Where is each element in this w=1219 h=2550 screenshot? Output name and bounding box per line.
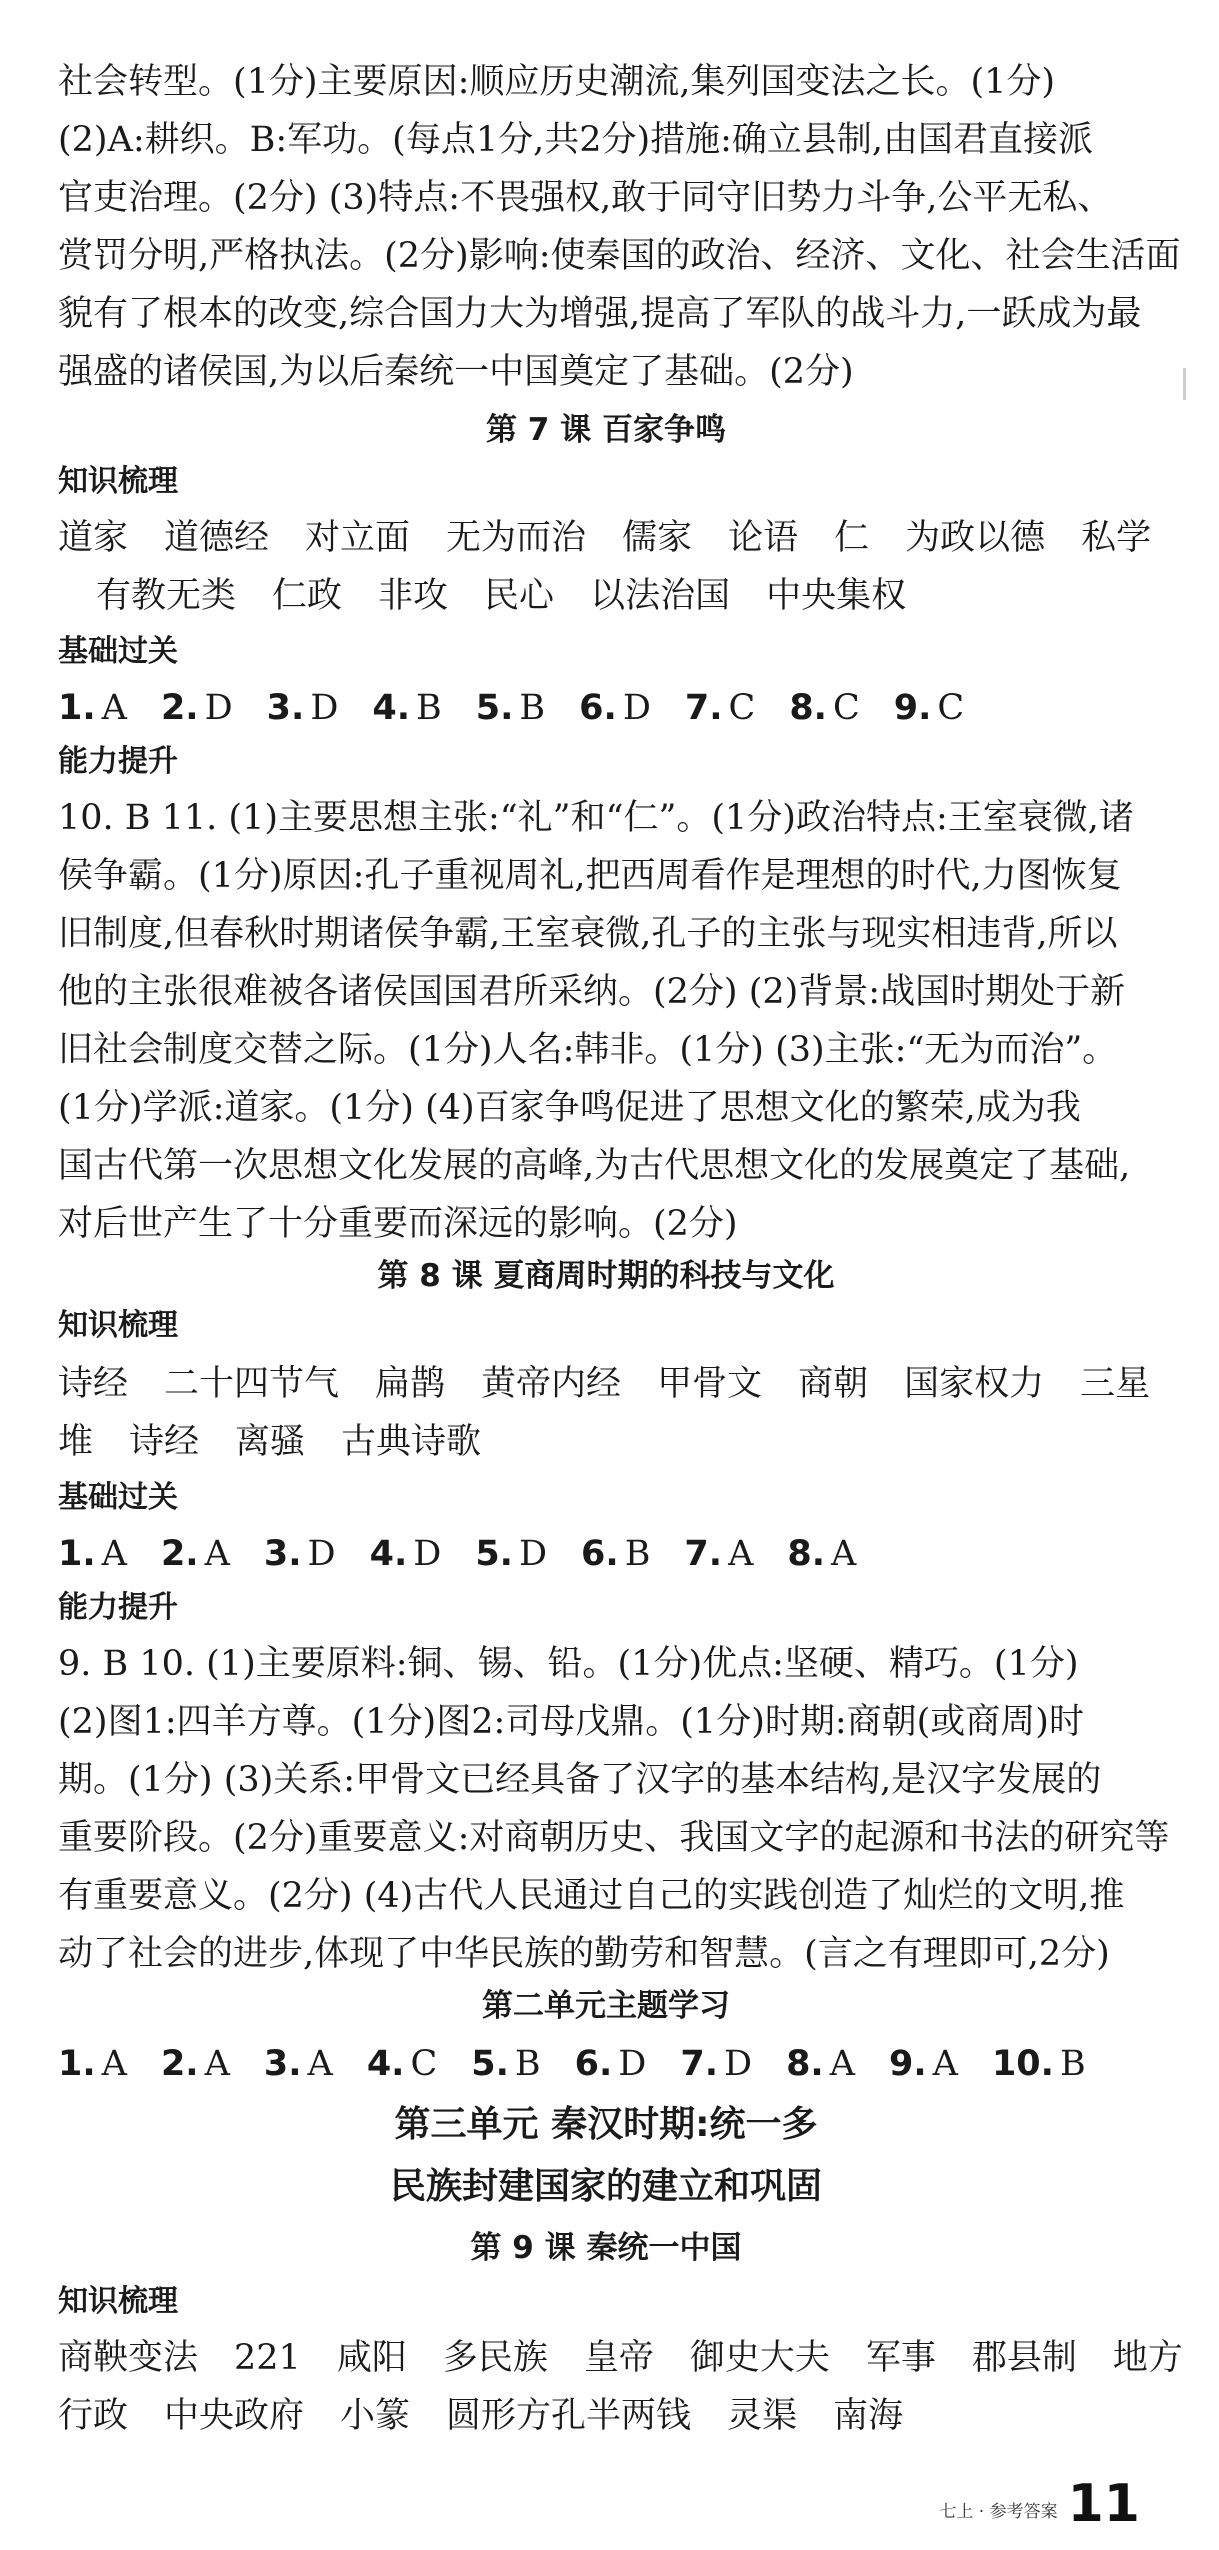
keyword: 地方 (1112, 2338, 1183, 2378)
answer-item: 8. C (789, 688, 860, 728)
answer-item: 7. A (684, 1534, 754, 1574)
lesson9-knowledge-heading: 知识梳理 (58, 2284, 178, 2319)
intro-line: 赏罚分明,严格执法。(2分)影响:使秦国的政治、经济、文化、社会生活面 (58, 236, 1181, 276)
lesson8-knowledge-heading: 知识梳理 (58, 1308, 178, 1343)
keyword: 221 (234, 2338, 301, 2378)
answer-item: 7. D (680, 2044, 753, 2084)
lesson8-ability-line: 重要阶段。(2分)重要意义:对商朝历史、我国文字的起源和书法的研究等 (58, 1818, 1170, 1858)
unit2-review-title: 第二单元主题学习 (482, 1988, 730, 2024)
keyword: 圆形方孔半两钱 (446, 2396, 692, 2436)
answer-item: 7. C (684, 688, 756, 728)
answer-item: 3. A (263, 2044, 333, 2084)
lesson7-ability-heading: 能力提升 (58, 744, 178, 779)
answer-item: 3. D (266, 688, 339, 728)
answer-item: 1. A (58, 1534, 127, 1574)
answer-item: 6. D (574, 2044, 647, 2084)
keyword: 二十四节气 (164, 1364, 340, 1404)
keyword: 行政 (58, 2396, 129, 2436)
answer-item: 5. B (475, 688, 546, 728)
keyword: 堆 (58, 1422, 94, 1462)
answer-item: 8. A (786, 2044, 856, 2084)
keyword: 中央集权 (766, 576, 907, 616)
answer-item: 5. B (471, 2044, 541, 2084)
intro-line: 社会转型。(1分)主要原因:顺应历史潮流,集列国变法之长。(1分) (58, 62, 1056, 102)
lesson7-title: 第 7 课 百家争鸣 (486, 412, 726, 448)
answer-item: 6. D (579, 688, 651, 728)
lesson8-ability-line: (2)图1:四羊方尊。(1分)图2:司母戊鼎。(1分)时期:商朝(或商周)时 (58, 1702, 1084, 1742)
intro-line: 强盛的诸侯国,为以后秦统一中国奠定了基础。(2分) (58, 352, 854, 392)
lesson7-ability-line: 对后世产生了十分重要而深远的影响。(2分) (58, 1204, 738, 1244)
unit3-title-line1: 第三单元 秦汉时期:统一多 (394, 2104, 818, 2145)
answer-item: 9. C (893, 688, 965, 728)
keyword: 甲骨文 (657, 1364, 763, 1404)
keyword: 郡县制 (971, 2338, 1077, 2378)
keyword: 商朝 (798, 1364, 869, 1404)
answer-item: 4. C (366, 2044, 438, 2084)
keyword: 非攻 (378, 576, 449, 616)
lesson8-title: 第 8 课 夏商周时期的科技与文化 (377, 1258, 835, 1294)
page-footer (939, 2476, 1140, 2532)
lesson8-ability-line: 动了社会的进步,体现了中华民族的勤劳和智慧。(言之有理即可,2分) (58, 1934, 1110, 1974)
answer-item: 3. D (263, 1534, 336, 1574)
lesson8-ability-line: 有重要意义。(2分) (4)古代人民通过自己的实践创造了灿烂的文明,推 (58, 1876, 1125, 1916)
lesson7-knowledge-row (96, 572, 1140, 620)
keyword: 仁政 (272, 576, 343, 616)
answer-item: 2. A (160, 1534, 230, 1574)
lesson7-basic-answers (58, 684, 1140, 732)
keyword: 黄帝内经 (481, 1364, 622, 1404)
answer-item: 1. A (58, 2044, 127, 2084)
page-edge-mark (1183, 368, 1186, 400)
lesson8-basic-heading: 基础过关 (58, 1480, 178, 1515)
keyword: 为政以德 (905, 518, 1046, 558)
keyword: 儒家 (622, 518, 693, 558)
keyword: 皇帝 (583, 2338, 654, 2378)
keyword: 三星 (1080, 1364, 1151, 1404)
keyword: 御史大夫 (689, 2338, 830, 2378)
keyword: 道家 (58, 518, 129, 558)
answer-item: 5. D (475, 1534, 548, 1574)
lesson7-ability-line: 旧社会制度交替之际。(1分)人名:韩非。(1分) (3)主张:“无为而治”。 (58, 1030, 1118, 1070)
lesson7-ability-line: 旧制度,但春秋时期诸侯争霸,王室衰微,孔子的主张与现实相违背,所以 (58, 914, 1118, 954)
keyword: 古典诗歌 (341, 1422, 482, 1462)
lesson7-ability-line: 国古代第一次思想文化发展的高峰,为古代思想文化的发展奠定了基础, (58, 1146, 1131, 1186)
intro-line: (2)A:耕织。B:军功。(每点1分,共2分)措施:确立县制,由国君直接派 (58, 120, 1094, 160)
keyword: 私学 (1081, 518, 1152, 558)
keyword: 诗经 (58, 1364, 129, 1404)
keyword: 国家权力 (904, 1364, 1045, 1404)
lesson7-basic-heading: 基础过关 (58, 634, 178, 669)
keyword: 仁 (834, 518, 870, 558)
keyword: 小篆 (340, 2396, 411, 2436)
answer-item: 4. D (369, 1534, 442, 1574)
lesson8-ability-line: 9. B 10. (1)主要原料:铜、锡、铅。(1分)优点:坚硬、精巧。(1分) (58, 1644, 1079, 1684)
lesson8-knowledge-row (58, 1418, 1140, 1466)
intro-line: 官吏治理。(2分) (3)特点:不畏强权,敢于同守旧势力斗争,公平无私、 (58, 178, 1113, 218)
lesson7-ability-line: 侯争霸。(1分)原因:孔子重视周礼,把西周看作是理想的时代,力图恢复 (58, 856, 1122, 896)
keyword: 扁鹊 (375, 1364, 446, 1404)
answer-item: 1. A (58, 688, 127, 728)
keyword: 无为而治 (446, 518, 587, 558)
keyword: 民心 (484, 576, 555, 616)
lesson8-basic-answers (58, 1530, 1140, 1578)
unit3-title-line2: 民族封建国家的建立和巩固 (389, 2166, 822, 2207)
lesson8-ability-heading: 能力提升 (58, 1590, 178, 1625)
lesson8-knowledge-row (58, 1360, 1151, 1408)
keyword: 军事 (865, 2338, 936, 2378)
lesson7-ability-line: 他的主张很难被各诸侯国国君所采纳。(2分) (2)背景:战国时期处于新 (58, 972, 1126, 1012)
lesson9-title: 第 9 课 秦统一中国 (470, 2230, 742, 2266)
unit2-review-answers (58, 2040, 1140, 2088)
answer-item: 2. D (160, 688, 233, 728)
keyword: 商鞅变法 (58, 2338, 199, 2378)
page-number: 11 (1067, 2474, 1140, 2534)
answer-item: 10. B (991, 2044, 1086, 2084)
answer-item: 2. A (160, 2044, 230, 2084)
lesson7-knowledge-heading: 知识梳理 (58, 464, 178, 499)
keyword: 灵渠 (727, 2396, 798, 2436)
intro-line: 貌有了根本的改变,综合国力大为增强,提高了军队的战斗力,一跃成为最 (58, 294, 1142, 334)
answer-item: 8. A (787, 1534, 857, 1574)
keyword: 诗经 (129, 1422, 200, 1462)
keyword: 咸阳 (336, 2338, 407, 2378)
keyword: 多民族 (442, 2338, 548, 2378)
keyword: 离骚 (235, 1422, 306, 1462)
keyword: 论语 (728, 518, 799, 558)
keyword: 道德经 (164, 518, 270, 558)
answer-item: 4. B (372, 688, 442, 728)
keyword: 南海 (833, 2396, 904, 2436)
answer-item: 9. A (889, 2044, 958, 2084)
lesson8-ability-line: 期。(1分) (3)关系:甲骨文已经具备了汉字的基本结构,是汉字发展的 (58, 1760, 1102, 1800)
keyword: 有教无类 (96, 576, 237, 616)
keyword: 对立面 (305, 518, 411, 558)
keyword: 以法治国 (590, 576, 731, 616)
footer-label: 七上 · 参考答案 (939, 2502, 1058, 2522)
lesson9-knowledge-row (58, 2392, 1140, 2440)
keyword: 中央政府 (164, 2396, 305, 2436)
answer-item: 6. B (581, 1534, 651, 1574)
lesson9-knowledge-row (58, 2334, 1183, 2382)
lesson7-ability-line: (1分)学派:道家。(1分) (4)百家争鸣促进了思想文化的繁荣,成为我 (58, 1088, 1081, 1128)
lesson7-ability-line: 10. B 11. (1)主要思想主张:“礼”和“仁”。(1分)政治特点:王室衰微,诸 (58, 798, 1134, 838)
lesson7-knowledge-row (58, 514, 1152, 562)
